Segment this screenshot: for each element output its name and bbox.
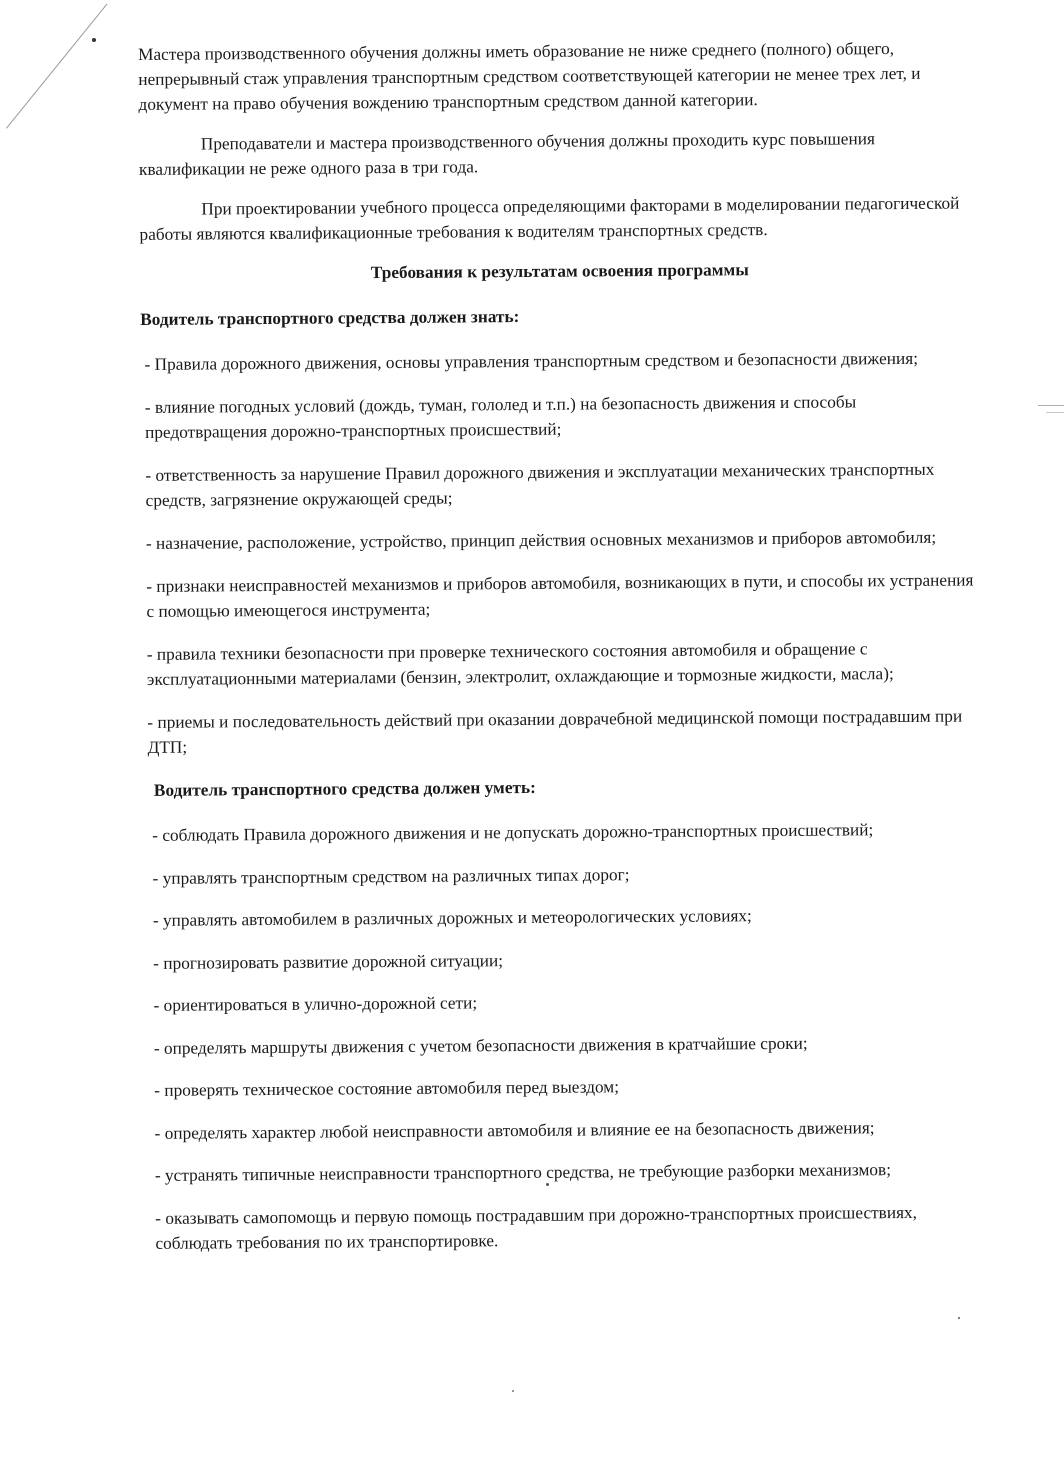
scan-speck bbox=[958, 1317, 960, 1319]
paragraph-masters-education: Мастера производственного обучения должны иметь образование не ниже среднего (полного) общего, непрерывный стаж управления транспортным средством соответствующей категории не менее трех лет, и документ на право обучения вождению транспортным средством данной категории. bbox=[138, 39, 921, 114]
know-list bbox=[140, 345, 983, 760]
list-item: - ответственность за нарушение Правил дорожного движения и эксплуатации механических транспортных средств, загрязнение окружающей среды; bbox=[145, 459, 935, 510]
scan-edge-mark bbox=[1038, 405, 1064, 406]
can-list bbox=[144, 816, 987, 1255]
list-item: - влияние погодных условий (дождь, туман, гололед и т.п.) на безопасность движения и способы предотвращения дорожно-транспортных происшествий; bbox=[144, 392, 857, 442]
list-item: - определять характер любой неисправности автомобиля и влияние ее на безопасность движения; bbox=[154, 1117, 875, 1143]
list-item: - управлять транспортным средством на различных типах дорог; bbox=[152, 864, 630, 888]
list-item: - правила техники безопасности при проверке технического состояния автомобиля и обращение с эксплуатационными материалами (бензин, электролит, охлаждающие и тормозные жидкости, масла); bbox=[146, 639, 894, 689]
list-item: - управлять автомобилем в различных дорожных и метеорологических условиях; bbox=[152, 906, 752, 930]
paragraph-process-design: При проектировании учебного процесса определяющими факторами в моделировании педагогической работы являются квалификационные требования к водителям транспортных средств. bbox=[139, 193, 960, 244]
scan-fold-line bbox=[6, 4, 107, 129]
can-heading: Водитель транспортного средства должен уметь: bbox=[153, 777, 536, 800]
list-item: - прогнозировать развитие дорожной ситуации; bbox=[153, 950, 504, 973]
list-item: - назначение, расположение, устройство, принцип действия основных механизмов и приборов автомобиля; bbox=[145, 527, 937, 553]
list-item: - проверять техническое состояние автомобиля перед выездом; bbox=[154, 1077, 620, 1100]
list-item: - признаки неисправностей механизмов и приборов автомобиля, возникающих в пути, и способы их устранения с помощью имеющегося инструмента; bbox=[146, 570, 974, 621]
list-item: - оказывать самопомощь и первую помощь пострадавшим при дорожно-транспортных происшествиях, соблюдать требования по их транспортировке. bbox=[155, 1202, 918, 1253]
list-item: - ориентироваться в улично-дорожной сети; bbox=[153, 993, 478, 1015]
list-item: - устранять типичные неисправности транспортного средства, не требующие разборки механизмов; bbox=[154, 1160, 892, 1185]
list-item: - определять маршруты движения с учетом безопасности движения в кратчайшие сроки; bbox=[153, 1033, 808, 1058]
paragraph-qualification-course: Преподаватели и мастера производственного обучения должны проходить курс повышения квалификации не реже одного раза в три года. bbox=[138, 129, 875, 179]
scan-edge-mark bbox=[1046, 412, 1064, 413]
list-item: - приемы и последовательность действий при оказании доврачебной медицинской помощи пострадавшим при ДТП; bbox=[147, 706, 963, 757]
list-item: - соблюдать Правила дорожного движения и не допускать дорожно-транспортных происшествий; bbox=[152, 820, 874, 845]
document-body bbox=[138, 35, 988, 1273]
know-heading: Водитель транспортного средства должен знать: bbox=[140, 307, 520, 329]
scan-speck bbox=[92, 38, 96, 42]
section-heading: Требования к результатам освоения программы bbox=[370, 260, 749, 283]
scan-speck bbox=[512, 1390, 514, 1392]
list-item: - Правила дорожного движения, основы управления транспортным средством и безопасности движения; bbox=[144, 348, 919, 374]
